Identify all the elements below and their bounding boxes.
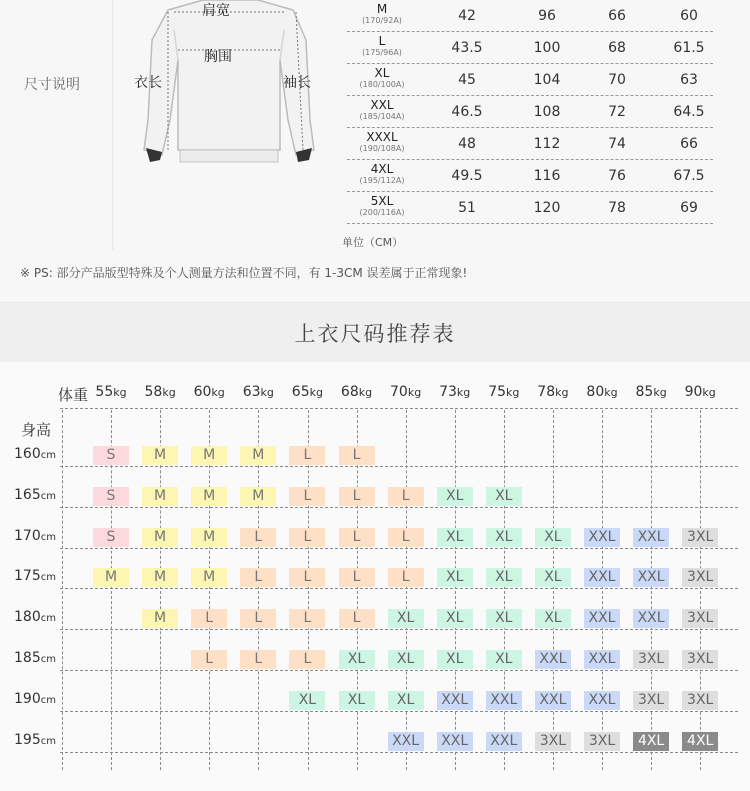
size-badge: XXL	[633, 568, 669, 587]
grid-row-line	[60, 711, 738, 712]
height-value: 160	[14, 446, 41, 462]
size-badge: XXL	[486, 732, 522, 751]
height-header	[14, 487, 62, 503]
size-badge: XL	[535, 568, 571, 587]
size-badge: L	[289, 528, 325, 547]
size-badge: XXL	[633, 528, 669, 547]
size-name: XXXL	[366, 130, 398, 144]
grid-column-line	[455, 410, 456, 770]
weight-value: 65	[291, 384, 310, 400]
weight-axis-label: 体重	[58, 386, 89, 404]
size-badge: L	[289, 650, 325, 669]
size-badge: L	[339, 609, 375, 628]
size-badge: L	[191, 650, 227, 669]
size-value-cell: 60	[680, 8, 698, 24]
size-value-cell: 45	[458, 72, 476, 88]
size-badge: XL	[486, 609, 522, 628]
size-value-cell: 70	[608, 72, 626, 88]
weight-unit: kg	[702, 386, 716, 399]
height-unit: cm	[40, 654, 56, 665]
size-value-cell: 49.5	[451, 168, 483, 184]
size-name: L	[378, 34, 386, 48]
height-header	[14, 609, 62, 625]
weight-value: 58	[144, 384, 163, 400]
size-badge: XL	[486, 528, 522, 547]
size-badge: 3XL	[584, 732, 620, 751]
size-badge: XXL	[584, 650, 620, 669]
weight-value: 80	[586, 384, 605, 400]
size-badge: M	[142, 609, 178, 628]
height-unit: cm	[40, 531, 56, 543]
weight-value: 55	[95, 384, 114, 400]
height-header	[14, 528, 62, 544]
height-value: 190	[14, 690, 41, 707]
size-chart-section	[0, 0, 750, 300]
size-value-cell: 67.5	[673, 168, 705, 184]
size-value-cell: 42	[458, 8, 476, 24]
size-badge: L	[240, 650, 276, 669]
size-spec: (200/116A)	[359, 208, 405, 217]
size-spec: (170/92A)	[362, 16, 402, 25]
size-row	[347, 160, 713, 192]
weight-header	[333, 384, 381, 400]
weight-value: 85	[635, 384, 654, 400]
size-badge: L	[289, 446, 325, 465]
weight-value: 70	[390, 384, 408, 400]
height-header	[14, 650, 62, 666]
size-badge: XXL	[584, 568, 620, 587]
height-header	[14, 732, 62, 748]
size-name: XXL	[370, 98, 394, 112]
weight-header	[136, 384, 184, 400]
size-value-cell: 74	[608, 136, 626, 152]
grid-row-line	[60, 752, 738, 753]
size-badge: XL	[535, 528, 571, 547]
ps-note: ※ PS: 部分产品版型特殊及个人测量方法和位置不同，有 1-3CM 误差属于正常现象!	[20, 266, 468, 280]
grid-column-line	[700, 410, 701, 770]
size-badge: L	[289, 487, 325, 506]
size-value-cell: 76	[608, 168, 626, 184]
size-row	[347, 128, 713, 160]
weight-value: 68	[340, 384, 359, 400]
size-spec: (190/108A)	[359, 144, 405, 153]
grid-row-line	[60, 588, 738, 589]
size-value-cell: 61.5	[673, 40, 705, 56]
size-badge: XXL	[535, 691, 571, 710]
weight-value: 78	[537, 384, 556, 400]
size-badge: XL	[437, 528, 473, 547]
height-unit: cm	[40, 694, 56, 706]
size-badge: M	[93, 568, 129, 587]
size-value-cell: 96	[538, 8, 556, 24]
size-badge: XXL	[584, 609, 620, 628]
weight-unit: kg	[260, 386, 274, 399]
grid-row-line	[60, 507, 738, 508]
height-axis-label: 身高	[21, 421, 52, 439]
size-value-cell: 68	[608, 40, 626, 56]
height-value: 165	[14, 486, 41, 503]
grid-column-line	[406, 410, 407, 770]
weight-header	[431, 384, 479, 400]
size-badge: M	[240, 446, 276, 465]
size-badge: L	[191, 609, 227, 628]
size-badge: L	[339, 528, 375, 547]
size-badge: XL	[339, 650, 375, 669]
size-badge: XXL	[388, 732, 424, 751]
weight-value: 63	[242, 384, 261, 400]
size-badge: XL	[486, 487, 522, 506]
weight-unit: kg	[555, 386, 569, 399]
size-badge: XL	[486, 568, 522, 587]
weight-header	[382, 384, 430, 400]
size-badge: XL	[437, 650, 473, 669]
size-value-cell: 64.5	[673, 104, 705, 120]
size-name: M	[376, 2, 388, 16]
weight-unit: kg	[604, 386, 618, 399]
grid-row-line	[60, 548, 738, 549]
size-badge: 3XL	[633, 691, 669, 710]
weight-unit: kg	[653, 386, 667, 399]
size-badge: 3XL	[682, 528, 718, 547]
size-name: XL	[374, 66, 390, 80]
grid-column-line	[553, 410, 554, 770]
garment-illustration	[128, 0, 328, 170]
size-badge: XL	[437, 609, 473, 628]
size-badge: L	[289, 568, 325, 587]
size-badge: XXL	[633, 609, 669, 628]
size-badge: 3XL	[682, 568, 718, 587]
grid-column-line	[504, 410, 505, 770]
height-value: 185	[14, 650, 41, 666]
height-value: 180	[14, 609, 41, 626]
size-badge: S	[93, 487, 129, 506]
size-value-cell: 100	[533, 40, 561, 56]
size-value-cell: 63	[680, 72, 698, 88]
size-badge: XXL	[584, 528, 620, 547]
weight-unit: kg	[309, 386, 323, 399]
size-badge: XL	[535, 609, 571, 628]
size-value-cell: 43.5	[451, 40, 483, 56]
grid-row-line	[60, 629, 738, 630]
size-badge: L	[240, 568, 276, 587]
size-badge: S	[93, 528, 129, 547]
size-row	[347, 32, 713, 64]
size-row	[347, 0, 713, 32]
height-value: 170	[14, 527, 41, 544]
height-header	[14, 568, 62, 584]
size-badge: L	[240, 609, 276, 628]
size-value-cell: 112	[533, 136, 561, 152]
weight-header	[578, 384, 626, 400]
size-badge: M	[191, 568, 227, 587]
grid-column-line	[651, 410, 652, 770]
grid-column-line	[602, 410, 603, 770]
weight-unit: kg	[456, 386, 471, 399]
size-badge: XL	[289, 691, 325, 710]
size-value-cell: 51	[458, 200, 476, 216]
size-value-cell: 78	[608, 200, 626, 216]
size-badge: L	[388, 487, 424, 506]
height-unit: cm	[40, 613, 56, 625]
size-value-cell: 108	[533, 104, 561, 120]
size-row	[347, 64, 713, 96]
size-badge: M	[142, 568, 178, 587]
size-value-cell: 66	[608, 8, 626, 24]
weight-unit: kg	[113, 386, 127, 399]
grid-row-line	[60, 466, 738, 467]
size-badge: M	[240, 487, 276, 506]
height-value: 195	[14, 731, 41, 748]
weight-value: 90	[684, 384, 703, 400]
size-badge: M	[142, 528, 178, 547]
weight-header	[627, 384, 675, 400]
size-badge: M	[191, 487, 227, 506]
size-spec: (185/104A)	[359, 112, 405, 121]
weight-header	[283, 384, 331, 400]
size-badge: L	[388, 568, 424, 587]
length-label: 衣长	[134, 75, 162, 91]
size-value-cell: 46.5	[451, 104, 483, 120]
size-badge: L	[339, 568, 375, 587]
weight-unit: kg	[407, 386, 422, 399]
size-badge: 4XL	[633, 732, 669, 751]
weight-header	[480, 384, 528, 400]
chest-label: 胸围	[204, 49, 232, 65]
header-divider	[60, 408, 738, 409]
weight-header	[87, 384, 135, 400]
size-badge: XXL	[535, 650, 571, 669]
size-note-label: 尺寸说明	[24, 77, 80, 93]
sleeve-label: 袖长	[283, 75, 311, 91]
weight-unit: kg	[162, 386, 176, 399]
size-badge: XL	[486, 650, 522, 669]
size-badge: S	[93, 446, 129, 465]
grid-row-line	[60, 670, 738, 671]
weight-header	[234, 384, 282, 400]
section-divider	[112, 0, 113, 250]
size-value-cell: 66	[680, 136, 698, 152]
height-value: 175	[14, 568, 41, 585]
weight-header	[529, 384, 577, 400]
size-badge: XL	[388, 691, 424, 710]
size-badge: XL	[437, 487, 473, 506]
size-value-cell: 116	[533, 168, 561, 184]
size-value-cell: 104	[533, 72, 561, 88]
size-badge: 4XL	[682, 732, 718, 751]
size-spec: (195/112A)	[359, 176, 405, 185]
size-name: 5XL	[370, 194, 394, 208]
height-header	[14, 691, 62, 707]
size-value-cell: 120	[533, 200, 561, 216]
size-badge: 3XL	[682, 609, 718, 628]
size-badge: M	[191, 446, 227, 465]
height-unit: cm	[40, 450, 56, 461]
size-row	[347, 96, 713, 128]
size-badge: XL	[388, 650, 424, 669]
unit-label: 单位（CM）	[342, 236, 404, 249]
size-badge: M	[142, 487, 178, 506]
size-badge: 3XL	[633, 650, 669, 669]
size-badge: M	[191, 528, 227, 547]
size-value-cell: 72	[608, 104, 626, 120]
size-value-cell: 69	[680, 200, 698, 216]
height-header	[14, 446, 62, 462]
weight-unit: kg	[358, 386, 373, 399]
size-value-cell: 48	[458, 136, 476, 152]
size-badge: 3XL	[682, 691, 718, 710]
size-badge: L	[339, 446, 375, 465]
size-badge: XL	[339, 691, 375, 710]
size-spec: (175/96A)	[362, 48, 402, 57]
size-badge: XXL	[584, 691, 620, 710]
size-badge: XXL	[437, 732, 473, 751]
size-badge: M	[142, 446, 178, 465]
size-badge: L	[289, 609, 325, 628]
height-unit: cm	[40, 735, 56, 747]
size-badge: XXL	[486, 691, 522, 710]
size-spec: (180/100A)	[359, 80, 405, 89]
weight-value: 73	[439, 384, 457, 400]
grid-column-line	[62, 410, 63, 770]
size-badge: L	[339, 487, 375, 506]
size-badge: 3XL	[535, 732, 571, 751]
weight-unit: kg	[506, 386, 520, 399]
recommendation-title: 上衣尺码推荐表	[294, 322, 456, 346]
size-badge: L	[240, 528, 276, 547]
size-row	[347, 192, 713, 224]
size-name: 4XL	[370, 162, 394, 176]
size-badge: XXL	[437, 691, 473, 710]
height-unit: cm	[40, 490, 56, 502]
size-badge: 3XL	[682, 650, 718, 669]
size-badge: XL	[388, 609, 424, 628]
shoulder-label: 肩宽	[202, 3, 230, 19]
weight-value: 60	[193, 384, 212, 400]
height-unit: cm	[40, 572, 56, 584]
size-badge: L	[388, 528, 424, 547]
size-table	[347, 0, 713, 224]
weight-value: 75	[488, 384, 507, 400]
weight-header	[676, 384, 724, 400]
size-badge: XL	[437, 568, 473, 587]
weight-header	[185, 384, 233, 400]
weight-unit: kg	[211, 386, 225, 399]
